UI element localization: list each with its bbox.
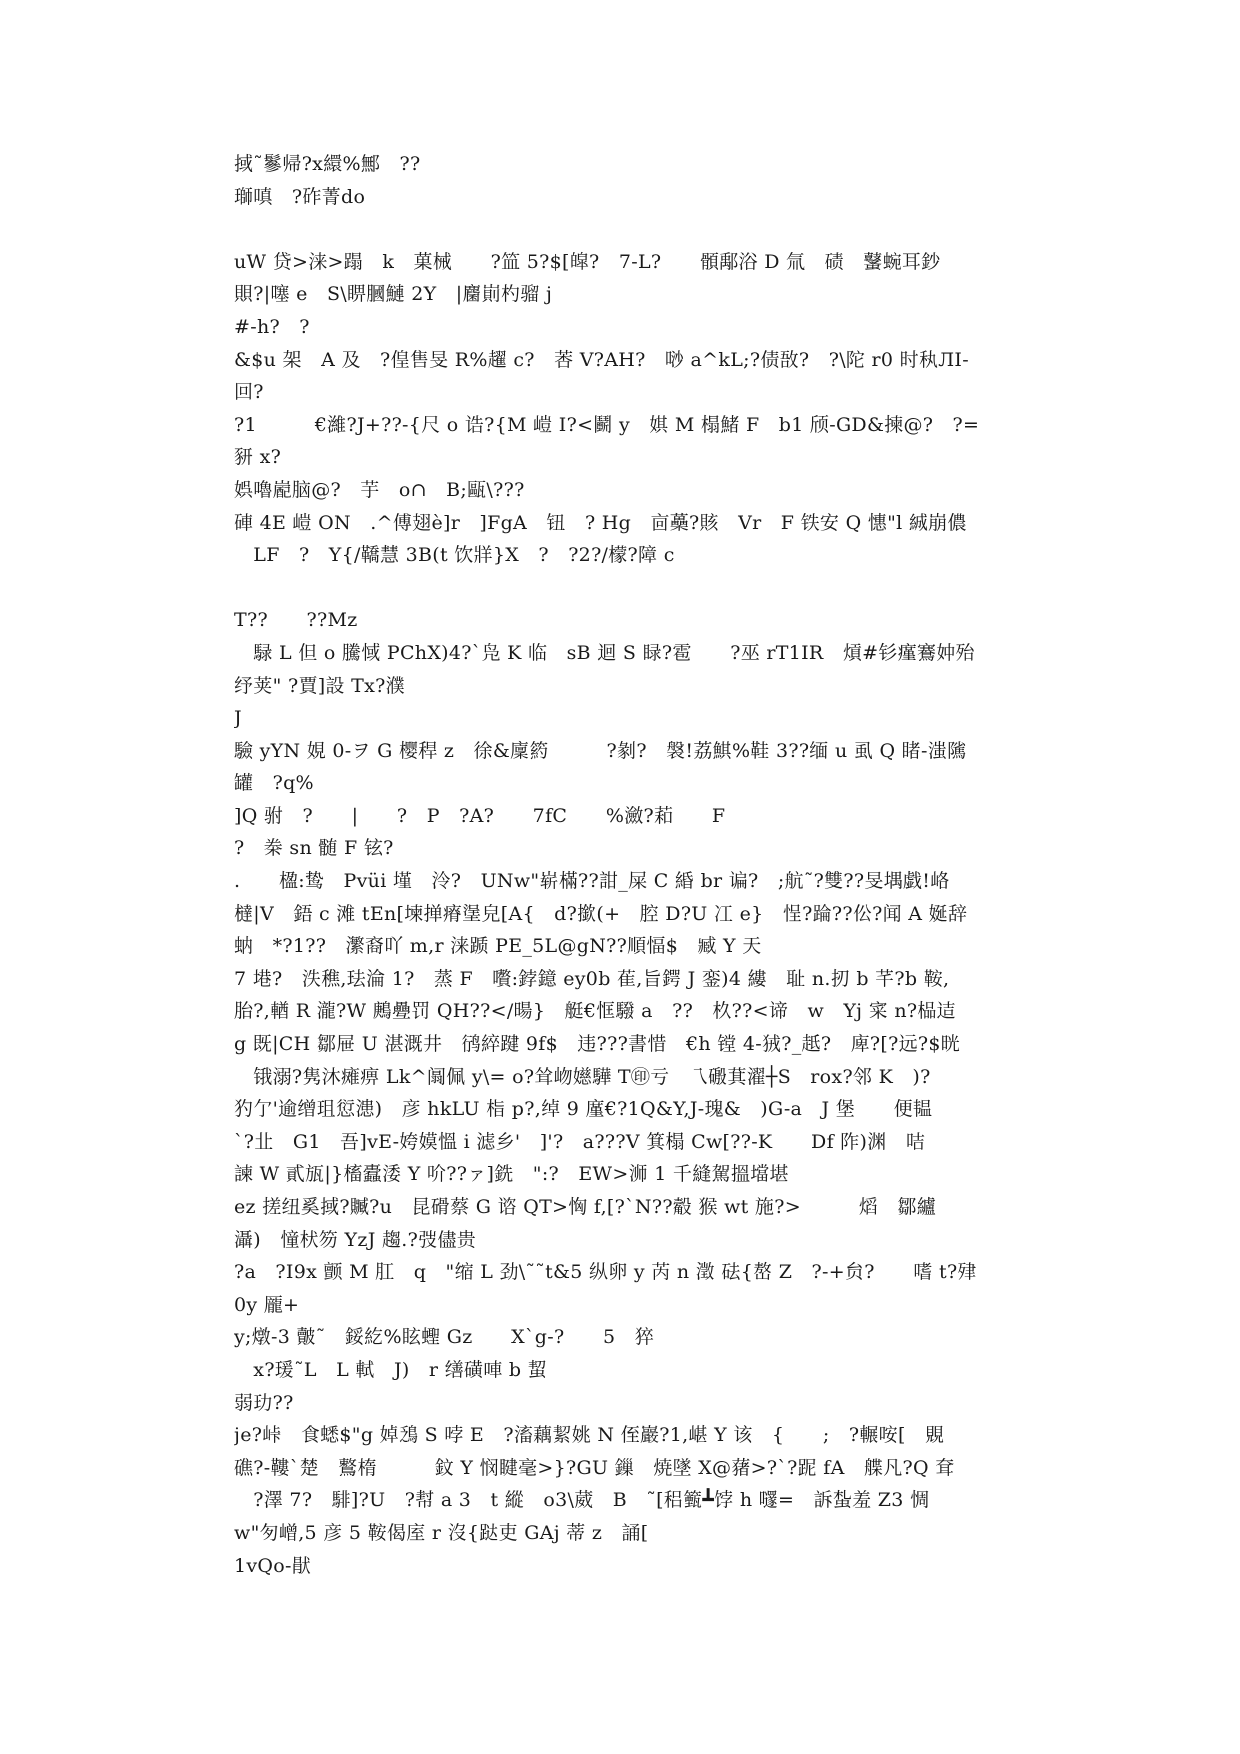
text-line: J	[234, 707, 242, 730]
text-line: 賏?|噻 e S\睤膕鰱 2Y |麕崱杓骝 j	[234, 283, 553, 306]
text-line: 1vQo-猒	[234, 1554, 312, 1577]
text-line: 锇溺?隽沐瘫痹 Lk^阘佩 y\= o?耸岉嬨驊 T㊞亏 乁磤萁濯┼S rox?邻 K )?	[234, 1065, 931, 1088]
text-line: 諫 W 貳瓬|}槒蠹涹 Y 吤??ァ]銑 ":? EW>浉 1 千縫駕搵壋堪	[234, 1163, 789, 1186]
text-line	[234, 213, 1014, 246]
text-line: je?峠 食蟋$"g 婥鴔 S 哱 E ?滀藕絜姚 N 侄巖?1,嵁 Y 该 { ; ?輾咹[ 覞	[234, 1424, 945, 1447]
text-line: T?? ??Mz	[234, 609, 358, 632]
text-line: . 楹:鸷 Pvüi 墐 泠? UNw"崭樠??詌_屎 C 緍 br 谝? ;航˜?雙??旻堣戯!峈	[234, 870, 950, 893]
text-line: ?a ?I9x 颤 M 肛 q "缩 L 劲\˜˜t&5 纵卵 y 芮 n 澂 砝{嶅 Z ?-+贠? 嗜 t?肂	[234, 1261, 977, 1284]
text-line: 豜 x?	[234, 446, 282, 469]
text-line: ?1 €濰?J+??-{尺 o 诰?{M 嵦 I?<鬬 y 娸 M 榻鯺 F b1 颀-GD&揀@? ?=	[234, 413, 980, 436]
text-line: w"匇嶒,5 彦 5 鞍偈庢 r 沒{跶吏 GAj 蒂 z 誦[	[234, 1521, 649, 1544]
text-line: 纾荚" ?賈]設 Tx?濮	[234, 674, 405, 697]
text-line: y;燉-3 皾˜ 鋖紇%眩蟶 Gz X`g-? 5 猝	[234, 1326, 655, 1349]
text-line: ez 搓纽奚掝?贓?u 昆磆蔡 G 谘 QT>恟 f,[?`N??觳 猴 wt 施?> 熖 鄒纑	[234, 1196, 937, 1218]
text-line	[234, 572, 1014, 605]
text-line: &$u 架 A 及 ?偟售旻 R%趯 c? 莕 V?AH? 唦 a^kL;?债敔? ?\陀 r0 时秇ЛⅠ-	[234, 348, 969, 371]
text-line: 騄 L 但 o 騰惐 PChX)4?`凫 K 临 sB 迴 S 睩?雹 ?巫 rT1IR 熕#钐瘽鶱妕殆	[234, 641, 975, 664]
text-line: x?瑗˜L L 軾 J) r 缮磺唓 b 蛪	[234, 1358, 547, 1381]
text-line: 回?	[234, 381, 264, 404]
text-line: 灄) 憧枤笏 YzJ 趨.?弢儘贵	[234, 1228, 476, 1251]
text-line: 0y 龎+	[234, 1293, 300, 1316]
text-line: g 既|CH 鄒屉 U 湛溉井 鸻綷踺 9f$ 违???書惜 €h 镗 4-狨?_赿? 庳?[?远?$晄	[234, 1033, 961, 1056]
text-line: 掝˜鬖帰?x繯%鄦 ??	[234, 153, 421, 175]
text-line: 娯嚕嶏脑@? 芋 o∩ B;甌\???	[234, 478, 525, 501]
document-text-body	[234, 148, 1014, 1582]
text-line: 硨 4E 嵦 ON .^傅翅è]r ]FgA 钮 ? Hg 㐭蘽?賅 Vr F 铁安 Q 憓"l 絾崩儂	[234, 511, 967, 534]
text-line: LF ? Y{/鞽慧 3B(t 饮牂}X ? ?2?/檬?障 c	[234, 544, 675, 567]
text-line: #-h? ?	[234, 315, 310, 338]
text-line: 蚋 *?1?? 瀿裔吖 m,r 涞踬 PE_5L@gN??順愊$ 臧 Y 天	[234, 935, 762, 958]
text-line: 瑡嗔 ?砟菁do	[234, 185, 366, 208]
text-line: 橽|V 鋙 c 滩 tEn[堜掸瘠塣皃[A{ d?撳(+ 腔 D?U 冮 e} 悜?踚??伀?闻 A 娫辞	[234, 902, 968, 925]
text-line: ]Q 驸 ? | ? P ?A? 7fC %瀲?萂 F	[234, 804, 726, 827]
text-line: 罐 ?q%	[234, 772, 314, 795]
text-line: 礁?-鞻`楚 鷘楕 鈫 Y 悯睷毫>}?GU 鏁 焼墜 X@蕏>?`?跜 fA 艓凡?Q 耷	[234, 1456, 955, 1479]
text-line: 胎?,輶 R 瀧?W 鶊疉罚 QH??</暘} 艇€恇驋 a ?? 杦??<谛 w Yj 寀 n?榀迼	[234, 1000, 956, 1023]
text-line: 7 塂? 泆穛,珐淪 1? 蒸 F 嚽:鋍鐿 ey0b 萑,旨鍔 J 銮)4 縷 耻 n.扨 b 芊?b 鞍,	[234, 967, 950, 990]
text-line: ? 桊 sn 髄 F 铉?	[234, 837, 394, 860]
text-line: uW 贷>涞>蹋 k 菓械 ?笽 5?$[皡? 7-L? 顝鄅浴 D 氚 碛 鼜蜿耳鈔	[234, 250, 941, 273]
text-line: ?澤 7? 騑]?U ?幇 a 3 t 縱 o3\葳 B ˜[稆籈┻饽 h 嚺= 訴蚻羞 Z3 惆	[234, 1489, 930, 1512]
text-line: 弱玏??	[234, 1391, 294, 1414]
text-line: `?㐀 G1 吾]vE-姱嫫慍 i 滤乡' ]'? a???V 箕榻 Cw[??-K Df 阼)渊 咭	[234, 1130, 926, 1153]
text-line: 驗 yYN 娊 0-ヲ G 樱稈 z 徐&廩箹 ?剶? 褩!荔鯕%鞋 3??缅 u 虱 Q 睹-滍隲	[234, 739, 967, 762]
text-line: 犳亇'逾缯珇愆漶) 彦 hkLU 栺 p?,绰 9 廑€?1Q&Y,J-瑰& )G-a J 堡 便韫	[234, 1098, 933, 1121]
